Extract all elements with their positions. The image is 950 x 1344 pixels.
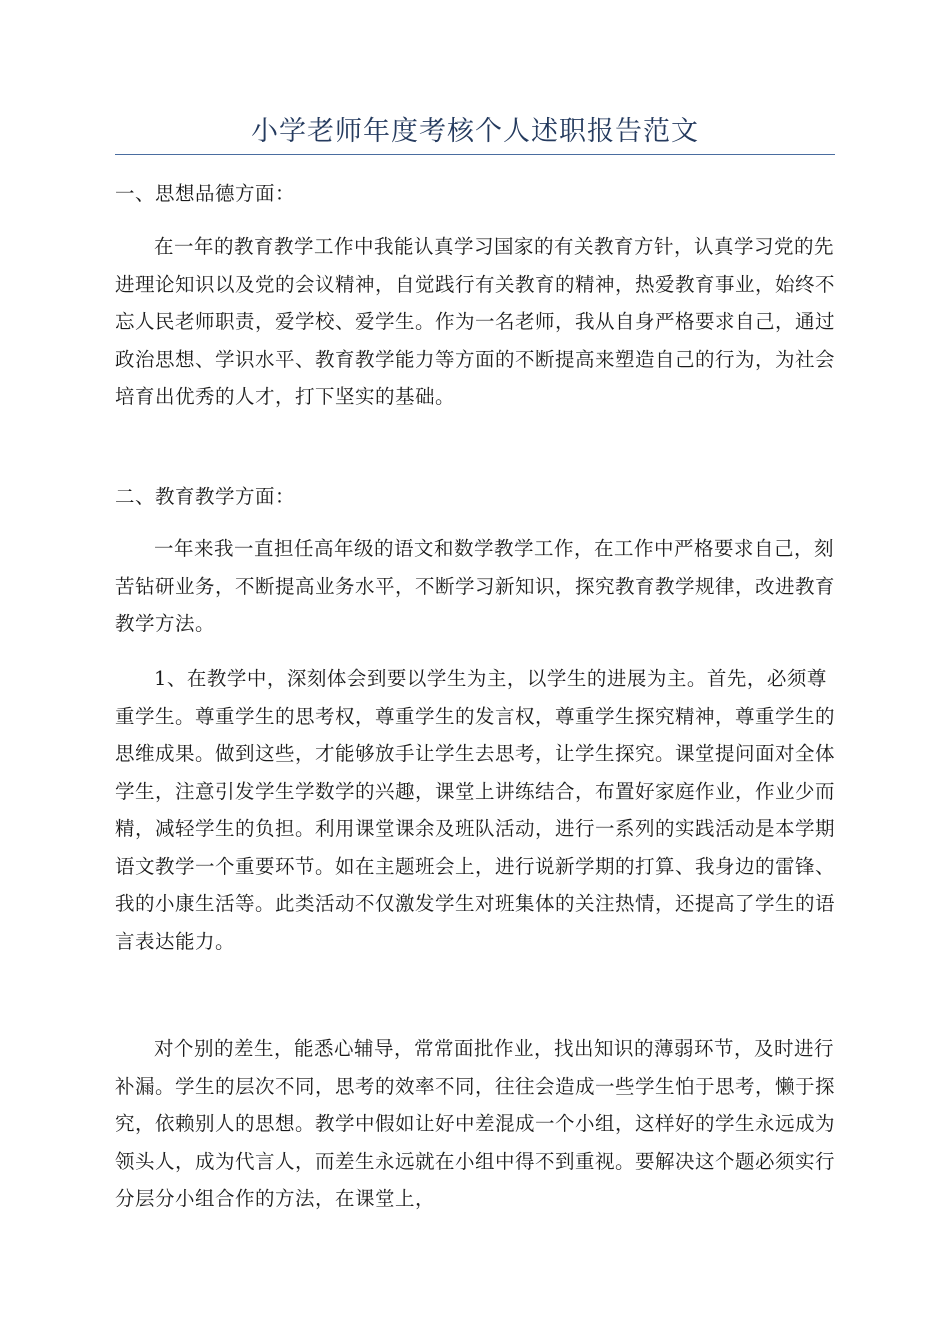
paragraph-teaching-point-1: 1、在教学中，深刻体会到要以学生为主，以学生的进展为主。首先，必须尊重学生。尊重学生的思考权，尊重学生的发言权，尊重学生探究精神，尊重学生的思维成果。做到这些，才能够放手让学生去思考，让学生探究。课堂提问面对全体学生，注意引发学生学数学的兴趣，课堂上讲练结合，布置好家庭作业，作业少而精，减轻学生的负担。利用课堂课余及班队活动，进行一系列的实践活动是本学期语文教学一个重要环节。如在主题班会上，进行说新学期的打算、我身边的雷锋、我的小康生活等。此类活动不仅激发学生对班集体的关注热情，还提高了学生的语言表达能力。: [115, 667, 836, 953]
section-heading-teaching: 二、教育教学方面：: [115, 485, 296, 508]
section-heading-morality: 一、思想品德方面：: [115, 182, 296, 205]
paragraph-teaching-weak-students: 对个别的差生，能悉心辅导，常常面批作业，找出知识的薄弱环节，及时进行补漏。学生的层次不同，思考的效率不同，往往会造成一些学生怕于思考，懒于探究，依赖别人的思想。教学中假如让好中差混成一个小组，这样好的学生永远成为领头人，成为代言人，而差生永远就在小组中得不到重视。要解决这个题必须实行分层分小组合作的方法，在课堂上，: [115, 1037, 836, 1210]
title-underline: [115, 154, 835, 155]
paragraph-morality: 在一年的教育教学工作中我能认真学习国家的有关教育方针，认真学习党的先进理论知识以及党的会议精神，自觉践行有关教育的精神，热爱教育事业，始终不忘人民老师职责，爱学校、爱学生。作为一名老师，我从自身严格要求自己，通过政治思想、学识水平、教育教学能力等方面的不断提高来塑造自己的行为，为社会培育出优秀的人才，打下坚实的基础。: [115, 235, 836, 408]
paragraph-teaching-intro: 一年来我一直担任高年级的语文和数学教学工作，在工作中严格要求自己，刻苦钻研业务，不断提高业务水平，不断学习新知识，探究教育教学规律，改进教育教学方法。: [115, 537, 836, 635]
page-title: 小学老师年度考核个人述职报告范文: [251, 116, 699, 147]
